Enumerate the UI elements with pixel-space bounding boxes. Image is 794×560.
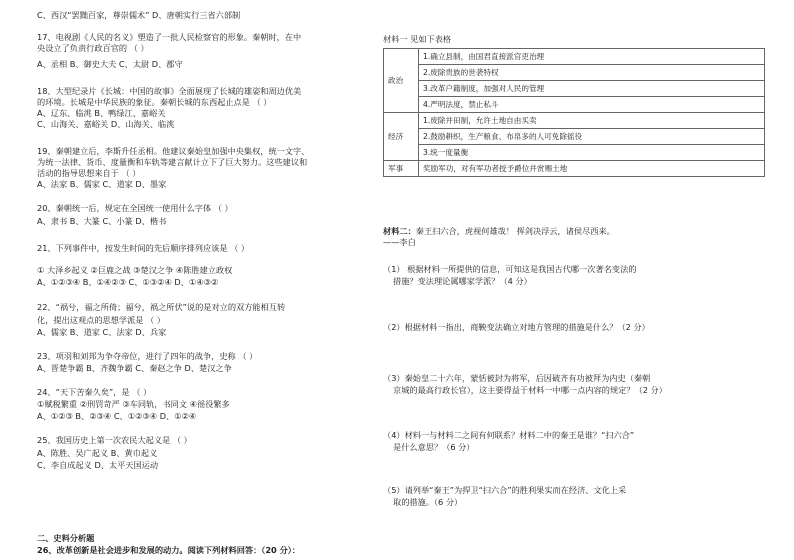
question-21-options: A、①②③④ B、①④②③ C、①③②④ D、①④③②: [37, 277, 219, 287]
table-cell: 4.严明法度，禁止私斗: [419, 97, 765, 113]
question-19-options: A、法家 B、儒家 C、道家 D、墨家: [37, 179, 167, 189]
subquestion-1-cont: 措施？变法理论属哪家学派？（4 分）: [393, 276, 532, 286]
subquestion-4-cont: 是什么意思？（6 分）: [393, 442, 475, 452]
subquestion-5: （5）请列举“秦王”为捍卫“扫六合”的胜利果实而在经济、文化上采: [383, 485, 627, 495]
material1-caption: [383, 34, 451, 44]
question-19-cont: 为统一法律、货币、度量衡和车轨等建言献计立下了巨大努力。这些建议和: [37, 157, 308, 167]
section-title: 二、史料分析题: [37, 533, 95, 543]
subquestion-1: （1） 根据材料一所提供的信息，可知这是我国古代哪一次著名变法的: [383, 264, 637, 274]
question-25-options-ab: A、陈胜、吴广起义 B、黄巾起义: [37, 448, 158, 458]
question-24-items: ①赋税繁重 ②刑罚苛严 ③车同轨，书同文 ④徭役繁多: [37, 399, 230, 409]
table-cell: 2.废除贵族的世袭特权: [419, 65, 765, 81]
question-24: 24、“天下苦秦久矣”，是 （ ）: [37, 387, 152, 397]
question-21: 21、下列事件中，按发生时间的先后顺序排列应该是 （ ）: [37, 243, 250, 253]
table-cell: 1.确立县制，由国君直接派官吏治理: [419, 49, 765, 65]
material2-author: ——李白: [383, 237, 416, 247]
material1-table: [383, 48, 765, 177]
subquestion-5-cont: 取的措施。（6 分）: [393, 497, 463, 507]
material1-caption-text: 材料一 见如下表格: [383, 34, 452, 44]
option-line: C、西汉“罢黜百家，尊崇儒术” D、唐朝实行三省六部制: [37, 10, 241, 20]
question-23: 23、项羽和刘邦为争夺帝位，进行了四年的战争，史称 （ ）: [37, 351, 258, 361]
subquestion-3: （3）秦始皇二十六年，蒙恬被封为将军，后因破齐有功被拜为内史（秦朝: [383, 373, 651, 383]
question-22: 22、“祸兮，福之所倚；福兮，祸之所伏”说的是对立的双方能相互转: [37, 302, 286, 312]
question-17: 17、电视剧《人民的名义》塑造了一批人民检察官的形象。秦朝时，在中: [37, 32, 302, 42]
question-20: 20、秦朝统一后，规定在全国统一使用什么字体 （ ）: [37, 203, 233, 213]
question-18-options-ab: A、辽东、临洮 B、鸭绿江、嘉峪关: [37, 108, 166, 118]
question-24-options: A、①②③ B、②③④ C、①②③④ D、①②④: [37, 411, 197, 421]
table-cell: 1.废除井田制，允许土地自由买卖: [419, 113, 765, 129]
question-21-events: ① 大泽乡起义 ②巨鹿之战 ③楚汉之争 ④陈胜建立政权: [37, 265, 233, 275]
question-23-options: A、晋楚争霸 B、齐魏争霸 C、秦赵之争 D、楚汉之争: [37, 363, 232, 373]
subquestion-4: （4）材料一与材料二之间有何联系？材料二中的秦王是谁？“扫六合”: [383, 430, 635, 440]
material2-title: 材料二：: [383, 226, 416, 236]
question-19-cont2: 活动的指导思想来自于 （ ）: [37, 168, 141, 178]
question-25: 25、我国历史上第一次农民大起义是 （ ）: [37, 435, 192, 445]
table-cell: 2.鼓励耕织，生产粮食、布帛多的人可免除徭役: [419, 129, 765, 145]
question-17-options: A、丞相 B、御史大夫 C、太尉 D、郡守: [37, 59, 183, 69]
table-cell: 奖励军功，对有军功者授予爵位并赏赐土地: [419, 161, 765, 177]
question-26: 26、改革创新是社会进步和发展的动力。阅读下列材料回答：（20 分）：: [37, 545, 301, 555]
question-18-options-cd: C、山海关、嘉峪关 D、山海关、临洮: [37, 119, 175, 129]
question-22-cont: 化，提出这观点的思想学派是 （ ）: [37, 315, 166, 325]
question-22-options: A、儒家 B、道家 C、法家 D、兵家: [37, 327, 167, 337]
subquestion-2: （2）根据材料一指出，商鞅变法确立对地方管理的措施是什么？（2 分）: [383, 322, 650, 332]
question-20-options: A、隶书 B、大篆 C、小篆 D、楷书: [37, 216, 167, 226]
category-military: 军事: [384, 161, 419, 177]
question-18: 18、大型纪录片《长城：中国的故事》全面展现了长城的雄姿和周边优美: [37, 86, 302, 96]
material2-text: 秦王扫六合，虎视何雄哉！ 挥剑决浮云，诸侯尽西来。: [415, 226, 615, 236]
category-politics: 政治: [384, 49, 419, 113]
question-17-cont: 央设立了负责行政百官的 （ ）: [37, 43, 149, 53]
subquestion-3-cont: 京城的最高行政长官），这主要得益于材料一中哪一点内容的规定？（2 分）: [393, 385, 667, 395]
table-cell: 3.统一度量衡: [419, 145, 765, 161]
question-19: 19、秦朝建立后，李斯升任丞相。他建议秦始皇加强中央集权，统一文字、: [37, 146, 310, 156]
table-cell: 3.改革户籍制度，加强对人民的管理: [419, 81, 765, 97]
question-18-cont: 的环境。长城是中华民族的象征。秦朝长城的东西起止点是 （ ）: [37, 97, 272, 107]
material2: [383, 226, 615, 236]
question-25-options-cd: C、李自成起义 D、太平天国运动: [37, 460, 159, 470]
category-economy: 经济: [384, 113, 419, 161]
